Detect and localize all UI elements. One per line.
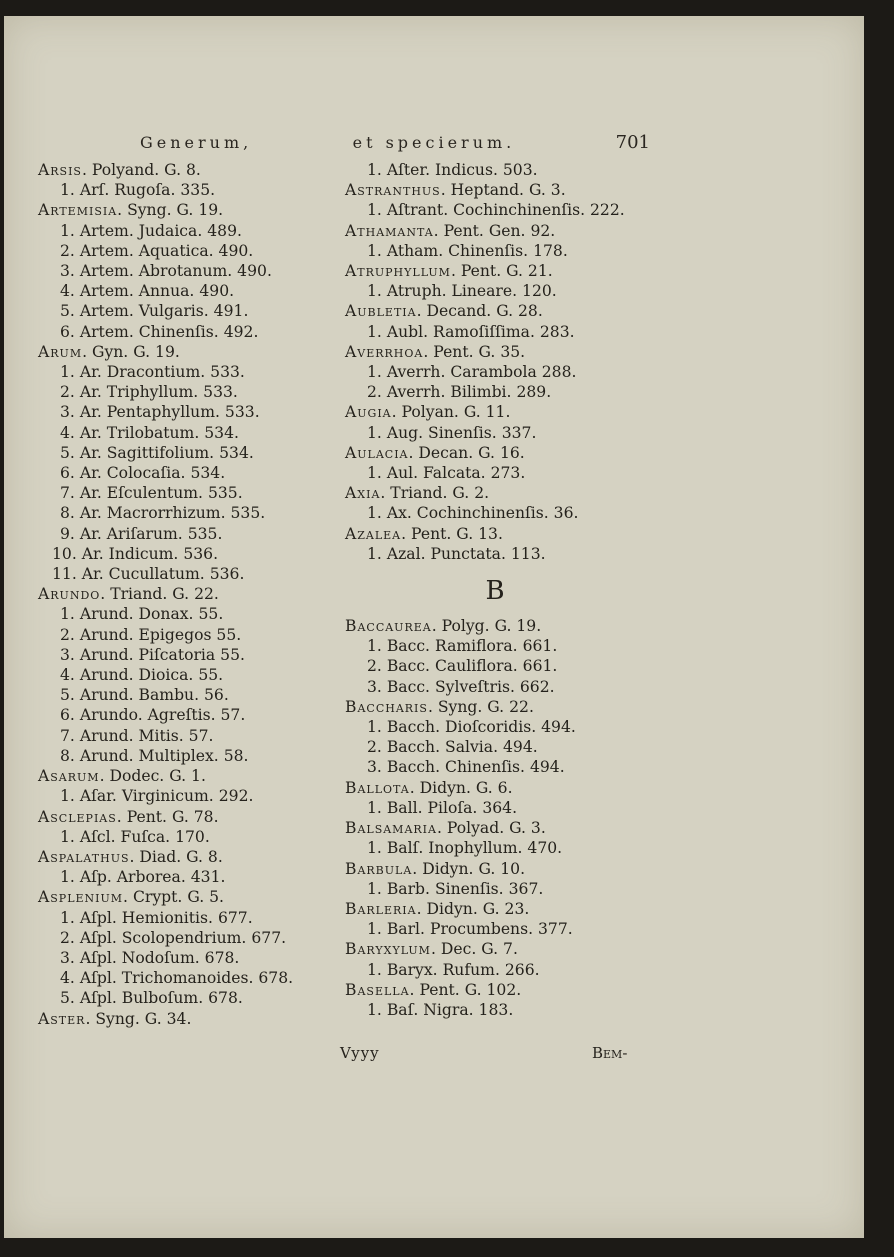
species-entry: 3. Arund. Piſcatoria 55. (60, 645, 245, 664)
species-entry: 2. Arund. Epigegos 55. (60, 625, 242, 644)
species-entry: 1. Ar. Dracontium. 533. (60, 363, 245, 382)
genus-entry (38, 807, 293, 827)
book-page (4, 16, 864, 1238)
genus-entry (38, 1009, 293, 1029)
genus-details: . Pent. G. 13. (401, 524, 503, 543)
species-entry: 4. Artem. Annua. 490. (60, 282, 235, 301)
genus-details: . Diad. G. 8. (129, 847, 223, 866)
genus-name: Balsamaria (345, 819, 437, 838)
species-entry: 5. Arund. Bambu. 56. (60, 686, 229, 705)
genus-name: Arsis (38, 161, 82, 179)
species-entry: 1. Artem. Judaica. 489. (60, 221, 242, 240)
genus-name: Barleria (345, 899, 417, 918)
genus-name: Artemisia (38, 201, 118, 220)
species-entry: 1. Aſtrant. Cochinchinenſis. 222. (367, 201, 625, 220)
species-entry: 1. Atruph. Lineare. 120. (367, 282, 557, 301)
genus-name: Aspalathus (38, 847, 130, 866)
genus-name: Baccaurea (345, 617, 432, 636)
species-entry: 1. Barb. Sinenſis. 367. (367, 879, 544, 898)
species-entry: 1. Baſ. Nigra. 183. (367, 1000, 514, 1019)
section-letter: B (485, 576, 505, 607)
index-column-left (38, 160, 293, 1029)
genus-name: Astranthus (345, 181, 441, 200)
species-entry: 7. Ar. Eſculentum. 535. (60, 484, 243, 503)
genus-entry (345, 899, 645, 919)
species-entry: 3. Bacch. Chinenſis. 494. (367, 758, 565, 777)
genus-entry (345, 180, 645, 200)
catchword: Bem- (592, 1044, 628, 1062)
genus-details: . Pent. G. 35. (423, 342, 526, 361)
species-entry: 8. Arund. Multiplex. 58. (60, 746, 249, 765)
genus-entry (38, 887, 293, 907)
species-entry: 2. Bacc. Cauliflora. 661. (367, 657, 558, 676)
species-entry: 1. Azal. Punctata. 113. (367, 544, 546, 563)
genus-name: Asclepias (38, 807, 117, 826)
genus-details: . Didyn. G. 23. (416, 899, 530, 918)
genus-details: . Pent. G. 102. (409, 980, 522, 999)
genus-details: . Heptand. G. 3. (440, 181, 566, 200)
genus-name: Asarum (38, 767, 100, 786)
genus-details: . Polyg. G. 19. (431, 617, 542, 636)
genus-name: Aulacia (345, 443, 409, 462)
species-entry: 2. Bacch. Salvia. 494. (367, 738, 538, 757)
species-entry: 1. Bacch. Dioſcoridis. 494. (367, 718, 576, 737)
index-column-right-b (345, 616, 645, 1020)
genus-details: . Syng. G. 34. (85, 1009, 192, 1028)
genus-entry (345, 483, 645, 503)
species-entry: 6. Ar. Colocaſia. 534. (60, 464, 226, 483)
genus-entry (38, 584, 293, 604)
species-entry: 1. Aubl. Ramoſiſſima. 283. (367, 322, 575, 341)
genus-name: Baryxylum (345, 940, 431, 959)
species-entry: 1. Averrh. Carambola 288. (367, 363, 577, 382)
genus-entry (345, 859, 645, 879)
species-entry: 10. Ar. Indicum. 536. (52, 544, 219, 563)
species-entry: 1. Barl. Procumbens. 377. (367, 920, 573, 939)
species-entry: 1. Aſter. Indicus. 503. (367, 161, 538, 179)
species-entry: 1. Balſ. Inophyllum. 470. (367, 839, 563, 858)
species-entry: 4. Arund. Dioica. 55. (60, 666, 224, 685)
species-entry: 3. Bacc. Sylveſtris. 662. (367, 677, 555, 696)
running-header (140, 132, 650, 153)
genus-entry (345, 697, 645, 717)
genus-name: Azalea (345, 524, 402, 543)
species-entry: 6. Arundo. Agreſtis. 57. (60, 706, 246, 725)
genus-details: . Syng. G. 19. (117, 201, 224, 220)
genus-details: . Didyn. G. 10. (412, 859, 526, 878)
genus-name: Arundo (38, 585, 101, 604)
genus-details: . Triand. G. 22. (100, 585, 219, 604)
species-entry: 4. Ar. Trilobatum. 534. (60, 423, 239, 442)
species-entry: 1. Aſar. Virginicum. 292. (60, 787, 254, 806)
genus-details: . Syng. G. 22. (427, 697, 534, 716)
genus-name: Axia (345, 484, 381, 503)
genus-entry (345, 616, 645, 636)
genus-name: Augia (345, 403, 392, 422)
species-entry: 1. Atham. Chinenſis. 178. (367, 241, 568, 260)
species-entry: 5. Artem. Vulgaris. 491. (60, 302, 249, 321)
species-entry: 9. Ar. Ariſarum. 535. (60, 524, 223, 543)
genus-details: . Pent. Gen. 92. (433, 221, 556, 240)
genus-name: Aubletia (345, 302, 417, 321)
genus-details: . Dec. G. 7. (430, 940, 518, 959)
genus-entry (345, 221, 645, 241)
genus-entry (345, 980, 645, 1000)
species-entry: 2. Ar. Triphyllum. 533. (60, 383, 238, 402)
genus-details: . Crypt. G. 5. (123, 888, 225, 907)
genus-name: Basella (345, 980, 410, 999)
species-entry: 1. Aug. Sinenſis. 337. (367, 423, 537, 442)
genus-name: Athamanta (345, 221, 434, 240)
genus-details: . Polyad. G. 3. (436, 819, 546, 838)
genus-details: . Polyand. G. 8. (81, 161, 201, 179)
genus-name: Barbula (345, 859, 413, 878)
species-entry: 1. Aſcl. Fuſca. 170. (60, 827, 210, 846)
species-entry: 1. Bacc. Ramiflora. 661. (367, 637, 558, 656)
genus-details: . Pent. G. 21. (450, 262, 553, 281)
species-entry: 5. Ar. Sagittifolium. 534. (60, 443, 254, 462)
species-entry: 5. Aſpl. Bulboſum. 678. (60, 989, 243, 1008)
genus-details: . Polyan. G. 11. (391, 403, 511, 422)
genus-entry (38, 847, 293, 867)
signature-mark: Vyyy (340, 1044, 380, 1062)
genus-details: . Decand. G. 28. (416, 302, 543, 321)
genus-entry (345, 261, 645, 281)
genus-details: . Triand. G. 2. (380, 484, 490, 503)
genus-entry (345, 402, 645, 422)
species-entry: 4. Aſpl. Trichomanoides. 678. (60, 969, 294, 988)
species-entry: 2. Artem. Aquatica. 490. (60, 241, 254, 260)
species-entry: 1. Aul. Falcata. 273. (367, 464, 526, 483)
header-left: Generum, (140, 133, 253, 152)
species-entry: 8. Ar. Macrorrhizum. 535. (60, 504, 266, 523)
genus-entry (345, 342, 645, 362)
species-entry: 1. Ax. Cochinchinenſis. 36. (367, 504, 579, 523)
species-entry: 1. Aſp. Arborea. 431. (60, 868, 226, 887)
species-entry: 3. Ar. Pentaphyllum. 533. (60, 403, 260, 422)
genus-details: . Didyn. G. 6. (409, 778, 513, 797)
genus-entry (345, 818, 645, 838)
species-entry: 3. Artem. Abrotanum. 490. (60, 262, 272, 281)
species-entry: 6. Artem. Chinenſis. 492. (60, 322, 259, 341)
species-entry: 1. Baryx. Rufum. 266. (367, 960, 540, 979)
genus-name: Aster (38, 1009, 86, 1028)
species-entry: 2. Aſpl. Scolopendrium. 677. (60, 928, 287, 947)
species-entry: 3. Aſpl. Nodoſum. 678. (60, 948, 240, 967)
species-entry: 1. Arſ. Rugoſa. 335. (60, 181, 216, 200)
genus-details: . Dodec. G. 1. (99, 767, 206, 786)
page-number: 701 (615, 132, 650, 153)
header-right: et specierum. (352, 133, 516, 152)
genus-entry (38, 160, 293, 180)
genus-details: . Gyn. G. 19. (82, 342, 180, 361)
index-column-right-a (345, 160, 645, 564)
species-entry: 1. Arund. Donax. 55. (60, 605, 224, 624)
genus-entry (345, 939, 645, 959)
genus-name: Averrhoa (345, 342, 424, 361)
species-entry: 11. Ar. Cucullatum. 536. (52, 565, 245, 584)
species-entry: 7. Arund. Mitis. 57. (60, 726, 214, 745)
genus-entry (38, 200, 293, 220)
genus-entry (345, 524, 645, 544)
genus-entry (345, 443, 645, 463)
genus-details: . Decan. G. 16. (408, 443, 525, 462)
index-column-right (345, 160, 645, 1020)
genus-details: . Pent. G. 78. (116, 807, 219, 826)
genus-name: Ballota (345, 778, 410, 797)
genus-entry (345, 778, 645, 798)
genus-name: Atruphyllum (345, 262, 451, 281)
genus-entry (345, 301, 645, 321)
genus-entry (38, 766, 293, 786)
species-entry: 1. Ball. Piloſa. 364. (367, 798, 518, 817)
genus-name: Baccharis (345, 697, 428, 716)
genus-name: Asplenium (38, 888, 124, 907)
species-entry: 1. Aſpl. Hemionitis. 677. (60, 908, 253, 927)
genus-name: Arum (38, 342, 83, 361)
species-entry: 2. Averrh. Bilimbi. 289. (367, 383, 552, 402)
genus-entry (38, 342, 293, 362)
